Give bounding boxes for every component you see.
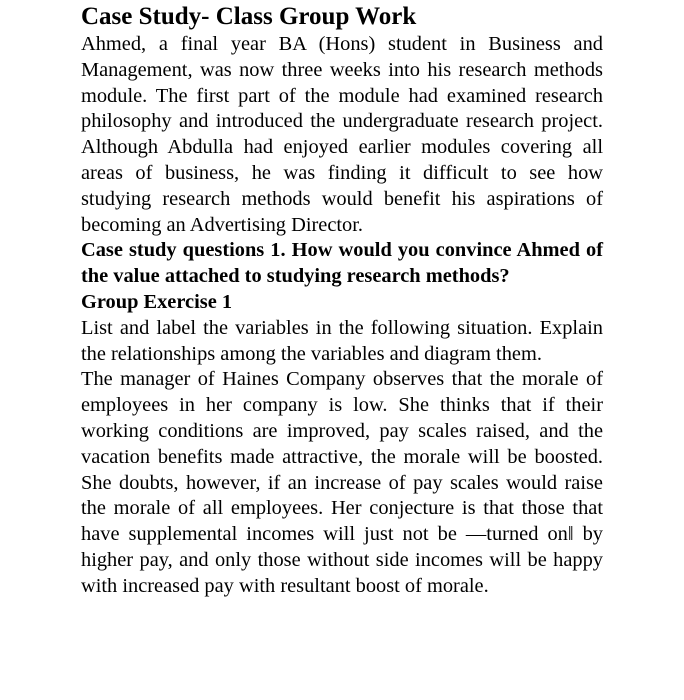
case-study-question: Case study questions 1. How would you convince Ahmed of the value attached to studying research methods? [81, 239, 603, 288]
exercise-instruction: List and label the variables in the following situation. Explain the relationships among the variables and diagram them. [81, 316, 603, 365]
document-page [81, 0, 603, 600]
exercise-scenario: The manager of Haines Company observes that the morale of employees in her company is low. She thinks that if their working conditions are improved, pay scales raised, and the vacation benefits made attractive, the morale will be boosted. She doubts, however, if an increase of pay scales would raise the morale of all employees. Her conjecture is that those that have supplemental incomes will just not be —turned on‖ by higher pay, and only those without side incomes will be happy with increased pay with resultant boost of morale. [81, 368, 603, 597]
exercise-heading: Group Exercise 1 [81, 290, 233, 313]
page-title: Case Study- Class Group Work [81, 3, 417, 30]
case-paragraph: Ahmed, a final year BA (Hons) student in Business and Management, was now three weeks into his research methods module. The first part of the module had examined research philosophy and introduced the undergraduate research project. Although Abdulla had enjoyed earlier modules covering all areas of business, he was finding it difficult to see how studying research methods would benefit his aspirations of becoming an Advertising Director. [81, 33, 603, 236]
